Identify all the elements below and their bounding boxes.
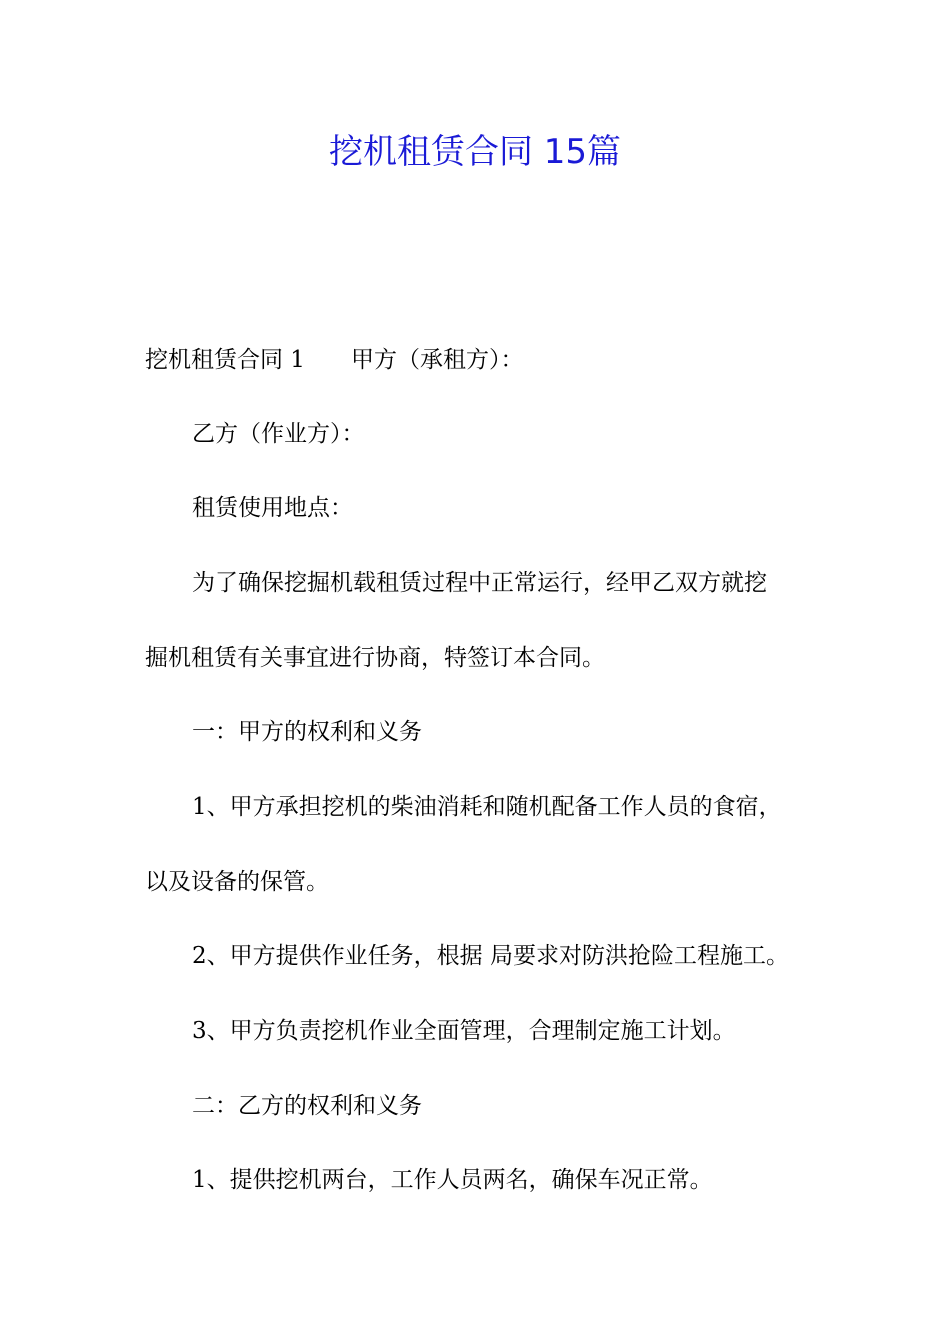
- clause-b1: 1、提供挖机两台，工作人员两名，确保车况正常。: [192, 1167, 713, 1193]
- party-a-label: 甲方（承租方）：: [350, 347, 524, 373]
- section-two-heading: 二：乙方的权利和义务: [192, 1093, 422, 1119]
- contract-heading: 挖机租赁合同 1: [145, 347, 305, 373]
- clause-a2: 2、甲方提供作业任务，根据 局要求对防洪抢险工程施工。: [192, 943, 789, 969]
- party-b-label: 乙方（作业方）：: [192, 421, 365, 447]
- document-title: 挖机租赁合同 15篇: [328, 132, 622, 172]
- section-heading-line: [145, 344, 523, 376]
- intro-paragraph-line-2: 掘机租赁有关事宜进行协商，特签订本合同。: [145, 645, 605, 671]
- clause-a1-line-2: 以及设备的保管。: [145, 869, 329, 895]
- intro-paragraph-line-1: 为了确保挖掘机载租赁过程中正常运行，经甲乙双方就挖: [192, 570, 767, 596]
- section-one-heading: 一：甲方的权利和义务: [192, 719, 422, 745]
- location-label: 租赁使用地点：: [192, 495, 353, 521]
- clause-a1-line-1: 1、甲方承担挖机的柴油消耗和随机配备工作人员的食宿，: [192, 794, 782, 820]
- clause-a3: 3、甲方负责挖机作业全面管理，合理制定施工计划。: [192, 1018, 736, 1044]
